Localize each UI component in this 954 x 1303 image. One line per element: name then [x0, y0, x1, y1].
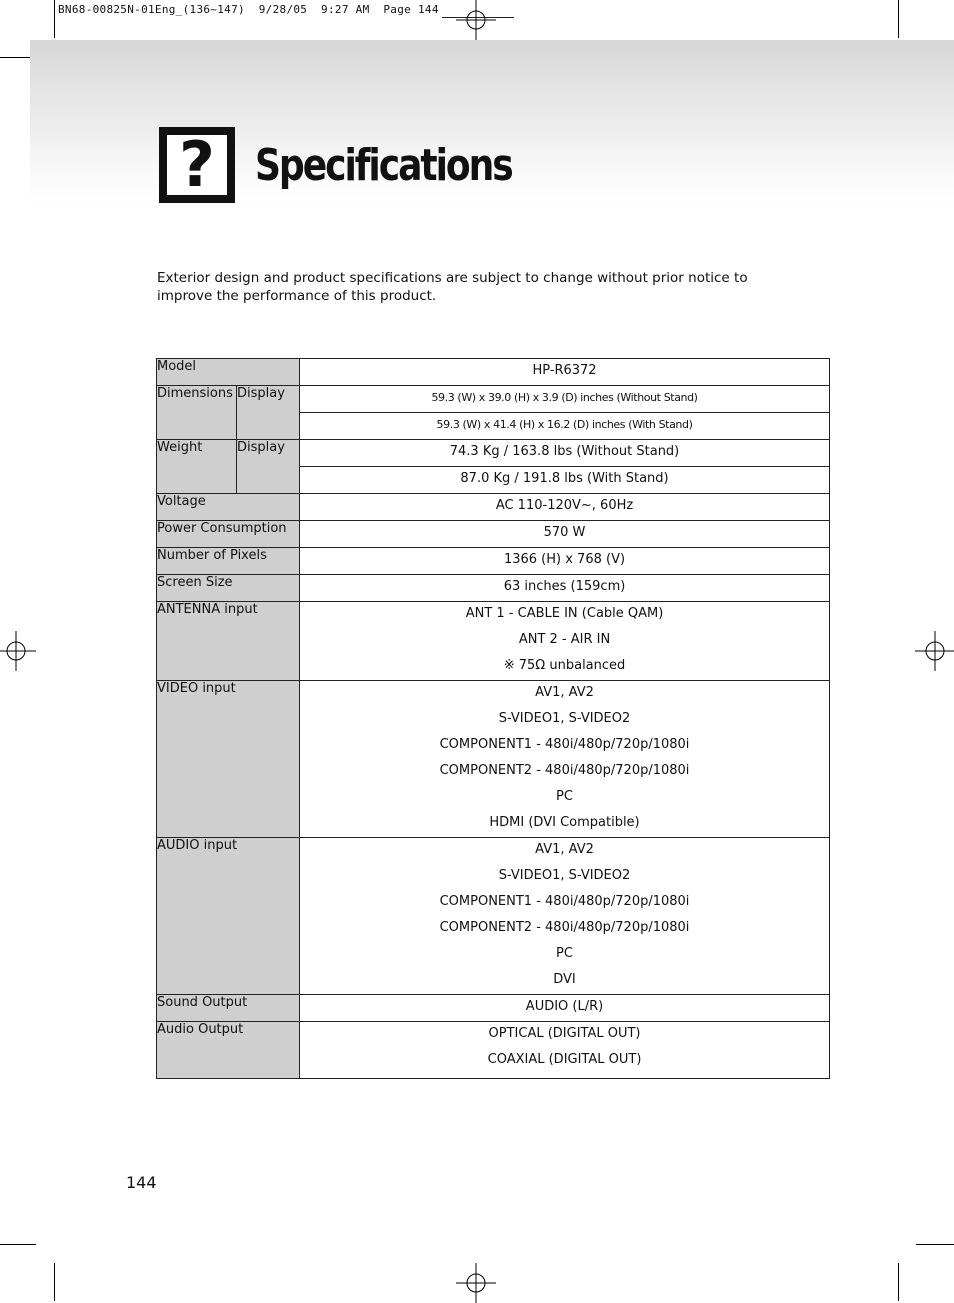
spec-row-antenna [157, 602, 830, 681]
spec-row-power [157, 521, 830, 548]
spec-value: HP-R6372 [532, 363, 597, 378]
spec-value: PC [556, 946, 573, 961]
spec-value-cell [300, 440, 830, 467]
spec-label: ANTENNA input [157, 602, 300, 681]
specifications-table [156, 358, 830, 1079]
crop-mark-bottom-left-h [0, 1244, 36, 1245]
question-mark-glyph: ? [167, 135, 227, 195]
spec-value: AC 110-120V~, 60Hz [495, 498, 634, 513]
spec-value: ※ 75Ω unbalanced [503, 658, 626, 673]
spec-label: Weight [157, 440, 237, 494]
spec-row-model [157, 359, 830, 386]
spec-value-cell [300, 575, 830, 602]
spec-value-cell [300, 359, 830, 386]
spec-row-audio-output [157, 1022, 830, 1079]
spec-value: 87.0 Kg / 191.8 lbs (With Stand) [460, 471, 669, 486]
spec-value-cell [300, 413, 830, 440]
spec-value-cell [300, 494, 830, 521]
spec-value-cell [300, 681, 830, 838]
spec-value: COMPONENT2 - 480i/480p/720p/1080i [439, 763, 690, 778]
spec-value: COMPONENT1 - 480i/480p/720p/1080i [439, 737, 690, 752]
spec-value: S-VIDEO1, S-VIDEO2 [498, 868, 631, 883]
spec-value: 570 W [543, 525, 586, 540]
spec-value: HDMI (DVI Compatible) [489, 815, 640, 830]
spec-label: Number of Pixels [157, 548, 300, 575]
spec-value: 1366 (H) x 768 (V) [503, 552, 626, 567]
spec-value: COAXIAL (DIGITAL OUT) [487, 1052, 642, 1067]
spec-value-cell [300, 1022, 830, 1079]
spec-label: AUDIO input [157, 838, 300, 995]
spec-value-cell [300, 838, 830, 995]
page-number: 144 [126, 1173, 157, 1192]
registration-mark-right-icon [915, 631, 954, 671]
crop-mark-bottom-right-h [916, 1244, 954, 1245]
spec-value: 74.3 Kg / 163.8 lbs (Without Stand) [449, 444, 680, 459]
crop-mark-bottom-left-v [54, 1263, 55, 1301]
spec-value: 59.3 (W) x 41.4 (H) x 16.2 (D) inches (With Stand) [436, 418, 693, 431]
spec-label: Screen Size [157, 575, 300, 602]
crop-mark-top-left-v [54, 0, 55, 38]
spec-row-video-input [157, 681, 830, 838]
spec-value: 59.3 (W) x 39.0 (H) x 3.9 (D) inches (Without Stand) [431, 391, 698, 404]
spec-value: COMPONENT2 - 480i/480p/720p/1080i [439, 920, 690, 935]
spec-label: VIDEO input [157, 681, 300, 838]
spec-row-audio-input [157, 838, 830, 995]
spec-value: AUDIO (L/R) [525, 999, 604, 1014]
spec-value: S-VIDEO1, S-VIDEO2 [498, 711, 631, 726]
spec-label: Audio Output [157, 1022, 300, 1079]
spec-value: ANT 2 - AIR IN [518, 632, 611, 647]
registration-mark-bottom-icon [456, 1263, 496, 1303]
spec-row-sound-output [157, 995, 830, 1022]
spec-sublabel: Display [237, 440, 300, 494]
spec-label: Dimensions [157, 386, 237, 440]
spec-label: Voltage [157, 494, 300, 521]
spec-row-voltage [157, 494, 830, 521]
spec-value: PC [556, 789, 573, 804]
print-slug: BN68-00825N-01Eng_(136~147) 9/28/05 9:27 AM Page 144 [58, 3, 439, 16]
spec-value-cell [300, 995, 830, 1022]
spec-value: COMPONENT1 - 480i/480p/720p/1080i [439, 894, 690, 909]
spec-value: AV1, AV2 [535, 685, 594, 700]
spec-value: 63 inches (159cm) [503, 579, 626, 594]
spec-value-cell [300, 386, 830, 413]
spec-value: DVI [553, 972, 576, 987]
spec-label: Sound Output [157, 995, 300, 1022]
spec-value: ANT 1 - CABLE IN (Cable QAM) [465, 606, 664, 621]
spec-value-cell [300, 548, 830, 575]
registration-mark-top-icon [456, 0, 496, 40]
page-title: Specifications [255, 140, 512, 191]
spec-label: Power Consumption [157, 521, 300, 548]
crop-mark-top-right-v [898, 0, 899, 38]
spec-row-dimensions [157, 386, 830, 413]
intro-text: Exterior design and product specifications are subject to change without prior notice to improve the performance of this product. [157, 270, 748, 304]
spec-row-screen-size [157, 575, 830, 602]
crop-mark-bottom-right-v [898, 1263, 899, 1301]
spec-value: OPTICAL (DIGITAL OUT) [488, 1026, 641, 1041]
spec-row-pixels [157, 548, 830, 575]
spec-label: Model [157, 359, 300, 386]
spec-value-cell [300, 467, 830, 494]
registration-mark-left-icon [0, 631, 36, 671]
spec-sublabel: Display [237, 386, 300, 440]
spec-value-cell [300, 521, 830, 548]
question-mark-icon [159, 127, 235, 203]
spec-row-weight [157, 440, 830, 467]
spec-value-cell [300, 602, 830, 681]
spec-value: AV1, AV2 [535, 842, 594, 857]
